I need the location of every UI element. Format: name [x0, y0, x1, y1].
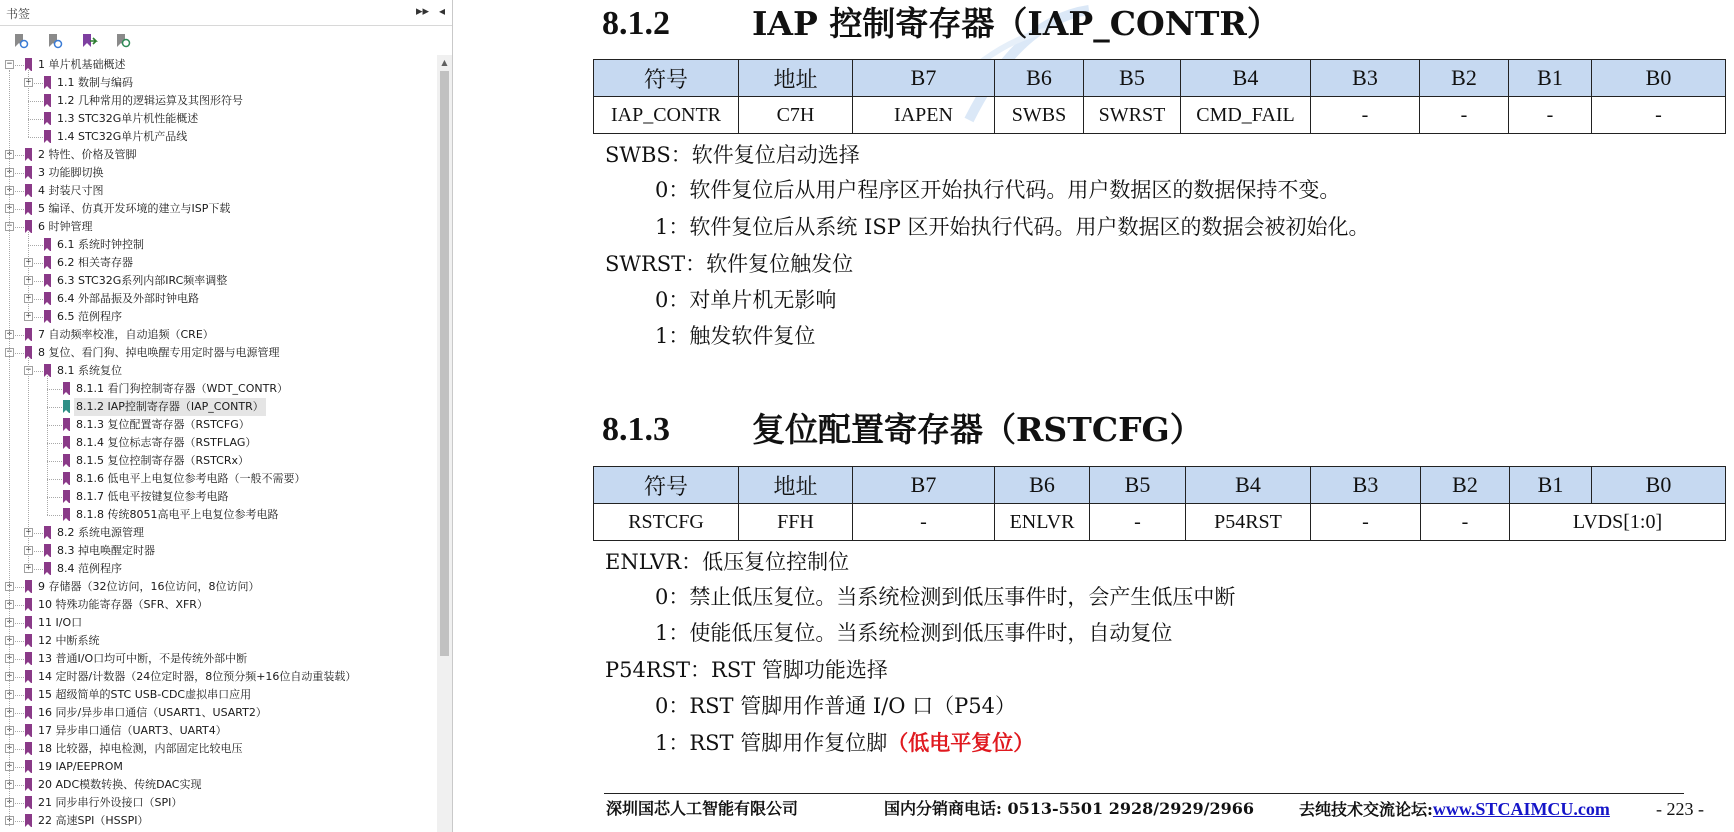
- tree-connector: [28, 119, 43, 120]
- bookmark-flag-icon: [44, 274, 51, 287]
- bookmark-item[interactable]: [0, 470, 437, 488]
- header-cell: 地址: [739, 467, 853, 504]
- bookmark-flag-icon: [25, 328, 32, 341]
- tree-connector: [28, 101, 43, 102]
- bookmark-label[interactable]: 8.1.1 看门狗控制寄存器（WDT_CONTR）: [76, 382, 288, 395]
- bookmark-flag-icon: [63, 400, 70, 413]
- bookmark-flag-icon: [44, 310, 51, 323]
- bookmark-label[interactable]: 8.1.8 传统8051高电平上电复位参考电路: [76, 508, 279, 521]
- bookmark-flag-icon: [63, 436, 70, 449]
- header-cell: B3: [1311, 60, 1420, 97]
- table-cell: LVDS[1:0]: [1510, 504, 1726, 541]
- bookmark-label[interactable]: 8.1.6 低电平上电复位参考电路（一般不需要）: [76, 472, 306, 485]
- bookmark-label[interactable]: 8.1.2 IAP控制寄存器（IAP_CONTR）: [74, 398, 266, 416]
- collapse-toggle-icon[interactable]: −: [25, 365, 32, 375]
- expand-bookmark-icon[interactable]: [46, 32, 64, 50]
- table-cell: IAP_CONTR: [594, 97, 739, 134]
- expand-toggle-icon[interactable]: +: [6, 203, 13, 213]
- register-table-iap-contr: [593, 59, 1726, 134]
- bookmark-item[interactable]: [0, 794, 437, 812]
- bookmark-label[interactable]: 8.1.7 低电平按键复位参考电路: [76, 490, 229, 503]
- scrollbar-thumb[interactable]: [440, 71, 449, 656]
- bookmark-label[interactable]: 13 普通I/O口均可中断，不是传统外部中断: [38, 652, 248, 665]
- bookmark-label[interactable]: 8.4 范例程序: [57, 562, 122, 575]
- bookmark-flag-icon: [63, 382, 70, 395]
- bookmark-item[interactable]: [0, 416, 437, 434]
- bookmark-label[interactable]: 1 单片机基础概述: [38, 58, 126, 71]
- bookmark-flag-icon: [63, 508, 70, 521]
- bookmark-flag-icon: [25, 742, 32, 755]
- bookmark-flag-icon: [25, 580, 32, 593]
- section-title: 复位配置寄存器（RSTCFG）: [752, 410, 1203, 449]
- find-bookmark-icon[interactable]: [114, 32, 132, 50]
- expand-toggle-icon[interactable]: +: [6, 599, 13, 609]
- tree-connector: [47, 389, 62, 390]
- line-text: 1：RST 管脚用作复位脚: [655, 731, 888, 755]
- tree-connector: [47, 497, 62, 498]
- header-cell: B3: [1311, 467, 1421, 504]
- bookmark-item[interactable]: [0, 650, 437, 668]
- bookmark-item[interactable]: [0, 218, 437, 236]
- header-cell: B5: [1084, 60, 1181, 97]
- emphasis-text: （低电平复位）: [887, 730, 1035, 755]
- bookmark-label[interactable]: 11 I/O口: [38, 616, 83, 629]
- bookmark-label[interactable]: 10 特殊功能寄存器（SFR、XFR）: [38, 598, 208, 611]
- bookmark-flag-icon: [44, 130, 51, 143]
- expand-toggle-icon[interactable]: +: [6, 797, 13, 807]
- bookmark-label[interactable]: 1.1 数制与编码: [57, 76, 133, 89]
- header-cell: B7: [853, 467, 995, 504]
- expand-toggle-icon[interactable]: +: [25, 77, 32, 87]
- forum-link[interactable]: www.STCAIMCU.com: [1432, 799, 1610, 819]
- bookmark-item[interactable]: [0, 380, 437, 398]
- bookmark-item[interactable]: [0, 236, 437, 254]
- bookmark-flag-icon: [25, 670, 32, 683]
- expand-toggle-icon[interactable]: +: [6, 149, 13, 159]
- bookmark-flag-icon: [25, 166, 32, 179]
- bookmark-item[interactable]: [0, 542, 437, 560]
- bookmark-item[interactable]: [0, 74, 437, 92]
- tree-connector: [47, 407, 62, 408]
- header-cell: B4: [1181, 60, 1311, 97]
- bookmark-label[interactable]: 6.4 外部晶振及外部时钟电路: [57, 292, 199, 305]
- bookmark-label[interactable]: 7 自动频率校准，自动追频（CRE）: [38, 328, 214, 341]
- bookmark-label[interactable]: 17 异步串口通信（UART3、UART4）: [38, 724, 227, 737]
- bookmark-item[interactable]: [0, 524, 437, 542]
- footer-forum: [1299, 797, 1610, 822]
- bookmark-label[interactable]: 6.5 范例程序: [57, 310, 122, 323]
- bookmark-item[interactable]: [0, 272, 437, 290]
- table-cell: IAPEN: [853, 97, 995, 134]
- bookmark-flag-icon: [63, 454, 70, 467]
- scroll-up-arrow-icon[interactable]: ▲: [441, 58, 448, 67]
- bookmark-label[interactable]: 8.2 系统电源管理: [57, 526, 144, 539]
- bookmark-item[interactable]: [0, 722, 437, 740]
- section-number: 8.1.2: [602, 5, 670, 42]
- expand-toggle-icon[interactable]: +: [25, 527, 32, 537]
- tree-connector: [15, 677, 24, 678]
- tree-connector: [34, 551, 43, 552]
- bookmark-flag-icon: [25, 778, 32, 791]
- register-table-rstcfg: [593, 466, 1726, 541]
- field-value-line: 0：禁止低压复位。当系统检测到低压事件时，会产生低压中断: [655, 585, 1236, 609]
- bookmark-flag-icon: [44, 238, 51, 251]
- bookmark-flag-icon: [44, 94, 51, 107]
- bookmark-label[interactable]: 16 同步/异步串口通信（USART1、USART2）: [38, 706, 267, 719]
- table-cell: P54RST: [1186, 504, 1311, 541]
- header-cell: B2: [1421, 467, 1510, 504]
- bookmark-label[interactable]: 21 同步串行外设接口（SPI）: [38, 796, 183, 809]
- bookmark-item[interactable]: [0, 452, 437, 470]
- bookmark-label[interactable]: 19 IAP/EEPROM: [38, 760, 123, 773]
- document-page: [469, 0, 1734, 832]
- bookmark-item[interactable]: [0, 182, 437, 200]
- bookmark-item[interactable]: [0, 146, 437, 164]
- bookmark-item[interactable]: [0, 506, 437, 524]
- expand-toggle-icon[interactable]: +: [6, 617, 13, 627]
- bookmark-options-icon[interactable]: [12, 32, 30, 50]
- bookmark-label[interactable]: 14 定时器/计数器（24位定时器，8位预分频+16位自动重装载）: [38, 670, 357, 683]
- table-cell: -: [1311, 97, 1420, 134]
- field-value-line: [655, 728, 1034, 758]
- bookmark-flag-icon: [25, 724, 32, 737]
- bookmark-item[interactable]: [0, 110, 437, 128]
- bookmark-flag-icon: [44, 76, 51, 89]
- table-cell: RSTCFG: [594, 504, 739, 541]
- bookmark-label[interactable]: 8.1.4 复位标志寄存器（RSTFLAG）: [76, 436, 257, 449]
- header-cell: 符号: [594, 60, 739, 97]
- table-header-row: [594, 60, 1726, 97]
- field-heading: ENLVR：低压复位控制位: [605, 550, 850, 574]
- bookmark-item[interactable]: [0, 290, 437, 308]
- expand-toggle-icon[interactable]: +: [6, 761, 13, 771]
- bookmark-item[interactable]: [0, 686, 437, 704]
- bookmark-flag-icon: [44, 112, 51, 125]
- tree-connector: [15, 749, 24, 750]
- tree-connector: [34, 371, 43, 372]
- bookmark-flag-icon: [63, 418, 70, 431]
- bookmark-label[interactable]: 6.3 STC32G系列内部IRC频率调整: [57, 274, 228, 287]
- bookmark-item[interactable]: [0, 578, 437, 596]
- header-cell: B1: [1509, 60, 1592, 97]
- bookmark-flag-icon: [25, 616, 32, 629]
- tree-connector: [47, 425, 62, 426]
- tree-connector: [15, 767, 24, 768]
- bookmark-item[interactable]: [0, 488, 437, 506]
- expand-toggle-icon[interactable]: +: [25, 545, 32, 555]
- table-cell: C7H: [739, 97, 853, 134]
- expand-toggle-icon[interactable]: +: [6, 581, 13, 591]
- section-title: IAP 控制寄存器（IAP_CONTR）: [752, 4, 1280, 43]
- bookmark-item[interactable]: [0, 56, 437, 74]
- bookmark-flag-icon: [25, 796, 32, 809]
- tree-connector: [34, 533, 43, 534]
- bookmark-label[interactable]: 5 编译、仿真开发环境的建立与ISP下载: [38, 202, 231, 215]
- table-cell: -: [1311, 504, 1421, 541]
- bookmark-flag-icon: [63, 490, 70, 503]
- bookmark-item[interactable]: [0, 362, 437, 380]
- tree-connector: [34, 299, 43, 300]
- tree-connector: [47, 515, 62, 516]
- tree-guide: [47, 376, 48, 515]
- tree-connector: [15, 227, 24, 228]
- bookmark-item[interactable]: [0, 434, 437, 452]
- bookmark-label[interactable]: 1.4 STC32G单片机产品线: [57, 130, 188, 143]
- collapse-toggle-icon[interactable]: −: [6, 59, 13, 69]
- panel-options-button[interactable]: ▸▸: [415, 4, 429, 19]
- tree-connector: [28, 245, 43, 246]
- expand-toggle-icon[interactable]: +: [6, 743, 13, 753]
- expand-toggle-icon[interactable]: +: [25, 257, 32, 267]
- expand-toggle-icon[interactable]: +: [25, 311, 32, 321]
- footer-rule: [604, 793, 1684, 794]
- field-value-line: 0：软件复位后从用户程序区开始执行代码。用户数据区的数据保持不变。: [655, 178, 1341, 202]
- expand-toggle-icon[interactable]: +: [6, 671, 13, 681]
- bookmark-flag-icon: [44, 292, 51, 305]
- header-cell: B1: [1510, 467, 1592, 504]
- bookmark-item[interactable]: [0, 560, 437, 578]
- collapse-panel-button[interactable]: ◂: [438, 4, 445, 18]
- table-cell: -: [1090, 504, 1186, 541]
- tree-connector: [15, 713, 24, 714]
- tree-connector: [15, 641, 24, 642]
- bookmark-flag-icon: [25, 760, 32, 773]
- table-cell: -: [853, 504, 995, 541]
- bookmark-item[interactable]: [0, 200, 437, 218]
- bookmark-item[interactable]: [0, 308, 437, 326]
- bookmark-flag-icon: [25, 148, 32, 161]
- bookmark-label[interactable]: 3 功能脚切换: [38, 166, 104, 179]
- bookmark-item[interactable]: [0, 632, 437, 650]
- bookmark-flag-icon: [25, 652, 32, 665]
- field-value-line: 0：对单片机无影响: [655, 288, 837, 312]
- field-value-line: 1：触发软件复位: [655, 324, 816, 348]
- bookmark-label[interactable]: 1.3 STC32G单片机性能概述: [57, 112, 199, 125]
- header-cell: B6: [995, 60, 1084, 97]
- bookmark-scrollbar[interactable]: [437, 55, 452, 832]
- bookmark-item[interactable]: [0, 326, 437, 344]
- footer-phone: 国内分销商电话: 0513-5501 2928/2929/2966: [884, 799, 1255, 818]
- tree-connector: [15, 65, 24, 66]
- bookmark-label[interactable]: 8.3 掉电唤醒定时器: [57, 544, 155, 557]
- bookmark-label[interactable]: 18 比较器，掉电检测，内部固定比较电压: [38, 742, 243, 755]
- tree-connector: [28, 137, 43, 138]
- bookmark-item[interactable]: [0, 164, 437, 182]
- bookmark-flag-icon: [25, 814, 32, 827]
- header-cell: B4: [1186, 467, 1311, 504]
- bookmark-flag-icon: [63, 472, 70, 485]
- table-cell: SWRST: [1084, 97, 1181, 134]
- header-cell: B0: [1592, 60, 1726, 97]
- bookmark-label[interactable]: 20 ADC模数转换、传统DAC实现: [38, 778, 202, 791]
- panel-header: [0, 0, 453, 26]
- tree-connector: [15, 623, 24, 624]
- field-heading: SWBS：软件复位启动选择: [605, 143, 860, 167]
- bookmark-label[interactable]: 12 中断系统: [38, 634, 100, 647]
- table-row: [594, 97, 1726, 134]
- expand-toggle-icon[interactable]: +: [6, 707, 13, 717]
- tree-connector: [15, 785, 24, 786]
- bookmark-flag-icon: [44, 256, 51, 269]
- tree-connector: [15, 191, 24, 192]
- bookmark-item[interactable]: [0, 596, 437, 614]
- bookmark-flag-icon: [25, 688, 32, 701]
- bookmark-toolbar: [0, 27, 453, 54]
- bookmark-item[interactable]: [0, 254, 437, 272]
- bookmark-item[interactable]: [0, 668, 437, 686]
- bookmark-label[interactable]: 2 特性、价格及管脚: [38, 148, 137, 161]
- table-cell: FFH: [739, 504, 853, 541]
- bookmark-label[interactable]: 6 时钟管理: [38, 220, 93, 233]
- tree-connector: [15, 695, 24, 696]
- page-number: - 223 -: [1656, 799, 1704, 819]
- header-cell: B6: [995, 467, 1090, 504]
- table-row: [594, 504, 1726, 541]
- field-value-line: 1：软件复位后从系统 ISP 区开始执行代码。用户数据区的数据会被初始化。: [655, 215, 1370, 239]
- bookmark-flag-icon: [44, 526, 51, 539]
- table-cell: -: [1509, 97, 1592, 134]
- expand-toggle-icon[interactable]: +: [6, 815, 13, 825]
- expand-toggle-icon[interactable]: +: [6, 635, 13, 645]
- tree-connector: [15, 821, 24, 822]
- bookmark-label[interactable]: 8.1 系统复位: [57, 364, 122, 377]
- tree-connector: [15, 731, 24, 732]
- bookmark-label[interactable]: 6.2 相关寄存器: [57, 256, 133, 269]
- bookmark-label[interactable]: 6.1 系统时钟控制: [57, 238, 144, 251]
- table-header-row: [594, 467, 1726, 504]
- bookmark-item[interactable]: [0, 398, 437, 416]
- table-cell: -: [1592, 97, 1726, 134]
- table-cell: CMD_FAIL: [1181, 97, 1311, 134]
- header-cell: B7: [853, 60, 995, 97]
- tree-connector: [15, 155, 24, 156]
- tree-connector: [15, 173, 24, 174]
- tree-connector: [15, 353, 24, 354]
- field-value-line: 1：使能低压复位。当系统检测到低压事件时，自动复位: [655, 621, 1173, 645]
- expand-toggle-icon[interactable]: +: [6, 653, 13, 663]
- bookmark-item[interactable]: [0, 128, 437, 146]
- tree-connector: [15, 335, 24, 336]
- bookmark-tree: [0, 55, 437, 832]
- tree-guide: [28, 70, 29, 137]
- bookmark-item[interactable]: [0, 704, 437, 722]
- bookmark-flag-icon: [25, 706, 32, 719]
- bookmark-label[interactable]: 15 超级简单的STC USB-CDC虚拟串口应用: [38, 688, 252, 701]
- tree-connector: [15, 659, 24, 660]
- bookmark-item[interactable]: [0, 776, 437, 794]
- table-cell: ENLVR: [995, 504, 1090, 541]
- bookmark-item[interactable]: [0, 758, 437, 776]
- bookmark-label[interactable]: 22 高速SPI（HSSPI）: [38, 814, 149, 827]
- header-cell: B5: [1090, 467, 1186, 504]
- bookmark-flag-icon: [25, 202, 32, 215]
- expand-toggle-icon[interactable]: +: [6, 185, 13, 195]
- bookmark-item[interactable]: [0, 92, 437, 110]
- bookmark-label[interactable]: 8.1.3 复位配置寄存器（RSTCFG）: [76, 418, 250, 431]
- expand-toggle-icon[interactable]: +: [6, 167, 13, 177]
- tree-connector: [34, 317, 43, 318]
- tree-connector: [47, 479, 62, 480]
- bookmark-label[interactable]: 8 复位、看门狗、掉电唤醒专用定时器与电源管理: [38, 346, 280, 359]
- bookmarks-panel: [0, 0, 453, 832]
- header-cell: 地址: [739, 60, 853, 97]
- section-number: 8.1.3: [602, 411, 670, 448]
- bookmark-flag-icon: [25, 634, 32, 647]
- bookmark-flag-icon: [25, 184, 32, 197]
- collapse-toggle-icon[interactable]: −: [6, 347, 13, 357]
- bookmark-item[interactable]: [0, 740, 437, 758]
- bookmark-item[interactable]: [0, 344, 437, 362]
- bookmark-flag-icon: [25, 598, 32, 611]
- table-cell: -: [1420, 97, 1509, 134]
- header-cell: B0: [1592, 467, 1726, 504]
- field-value-line: 0：RST 管脚用作普通 I/O 口（P54）: [655, 694, 1017, 718]
- table-cell: SWBS: [995, 97, 1084, 134]
- expand-toggle-icon[interactable]: +: [25, 293, 32, 303]
- tree-connector: [34, 569, 43, 570]
- expand-toggle-icon[interactable]: +: [25, 563, 32, 573]
- tree-connector: [34, 83, 43, 84]
- header-cell: 符号: [594, 467, 739, 504]
- field-heading: P54RST：RST 管脚功能选择: [605, 658, 888, 682]
- tree-guide: [28, 358, 29, 569]
- tree-connector: [15, 803, 24, 804]
- tree-connector: [47, 461, 62, 462]
- expand-toggle-icon[interactable]: +: [25, 275, 32, 285]
- tree-connector: [15, 209, 24, 210]
- bookmark-label[interactable]: 1.2 几种常用的逻辑运算及其图形符号: [57, 94, 243, 107]
- bookmark-flag-icon: [44, 544, 51, 557]
- tree-guide: [28, 232, 29, 317]
- tree-connector: [34, 263, 43, 264]
- tree-connector: [15, 587, 24, 588]
- expand-toggle-icon[interactable]: +: [6, 329, 13, 339]
- bookmark-flag-icon: [44, 562, 51, 575]
- table-cell: -: [1421, 504, 1510, 541]
- header-cell: B2: [1420, 60, 1509, 97]
- forum-label: 去纯技术交流论坛:: [1299, 800, 1433, 819]
- panel-title: 书签: [6, 7, 31, 21]
- tree-connector: [47, 443, 62, 444]
- expand-toggle-icon[interactable]: +: [6, 725, 13, 735]
- tree-connector: [34, 281, 43, 282]
- expand-toggle-icon[interactable]: +: [6, 779, 13, 789]
- bookmark-label[interactable]: 4 封装尺寸图: [38, 184, 104, 197]
- tree-connector: [15, 605, 24, 606]
- bookmark-item[interactable]: [0, 812, 437, 830]
- bookmark-label[interactable]: 8.1.5 复位控制寄存器（RSTCRx）: [76, 454, 250, 467]
- bookmark-label[interactable]: 9 存储器（32位访问，16位访问，8位访问）: [38, 580, 260, 593]
- field-heading: SWRST：软件复位触发位: [605, 252, 854, 276]
- footer-company: 深圳国芯人工智能有限公司: [606, 799, 799, 818]
- new-bookmark-icon[interactable]: [80, 32, 98, 50]
- collapse-toggle-icon[interactable]: −: [6, 221, 13, 231]
- expand-toggle-icon[interactable]: +: [6, 689, 13, 699]
- bookmark-item[interactable]: [0, 614, 437, 632]
- tree-guide: [9, 70, 10, 826]
